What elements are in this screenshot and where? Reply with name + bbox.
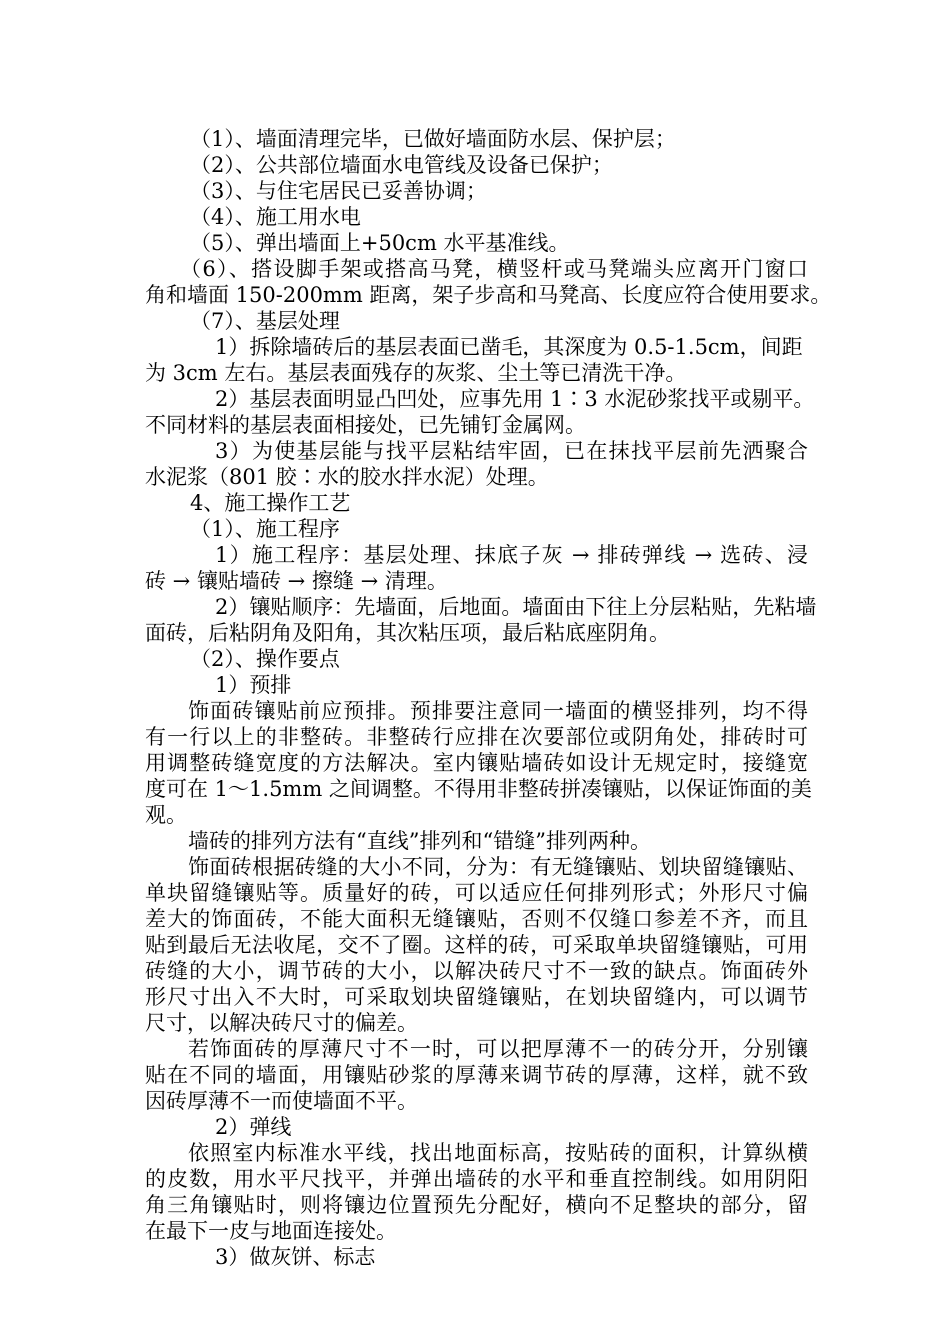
text-line: （6）、搭设脚手架或搭高马凳，横竖杆或马凳端头应离开门窗口 [180, 257, 808, 281]
text-line: 若饰面砖的厚薄尺寸不一时，可以把厚薄不一的砖分开，分别镶 [188, 1037, 808, 1061]
text-line: 1）施工程序：基层处理、抹底子灰 → 排砖弹线 → 选砖、浸 [215, 543, 808, 567]
text-line: 3）为使基层能与找平层粘结牢固，已在抹找平层前先洒聚合 [215, 439, 808, 463]
text-line: 2）镶贴顺序：先墙面，后地面。墙面由下往上分层粘贴，先粘墙 [215, 595, 817, 619]
text-line: 1）预排 [215, 673, 292, 697]
text-line: 单块留缝镶贴等。质量好的砖，可以适应任何排列形式；外形尺寸偏 [145, 881, 808, 905]
text-line: 为 3cm 左右。基层表面残存的灰浆、尘土等已清洗干净。 [145, 361, 687, 385]
text-line: （5）、弹出墙面上+50cm 水平基准线。 [190, 231, 570, 255]
text-line: 饰面砖根据砖缝的大小不同，分为：有无缝镶贴、划块留缝镶贴、 [188, 855, 808, 879]
text-line: 在最下一皮与地面连接处。 [145, 1219, 397, 1243]
text-line: 水泥浆（801 胶∶水的胶水拌水泥）处理。 [145, 465, 549, 489]
text-line: 观。 [145, 803, 187, 827]
text-line: 角和墙面 150-200mm 距离，架子步高和马凳高、长度应符合使用要求。 [145, 283, 832, 307]
text-line: 用调整砖缝宽度的方法解决。室内镶贴墙砖如设计无规定时，接缝宽 [145, 751, 808, 775]
text-line: 饰面砖镶贴前应预排。预排要注意同一墙面的横竖排列，均不得 [188, 699, 808, 723]
text-line: （2）、公共部位墙面水电管线及设备已保护； [190, 153, 613, 177]
text-line: 3）做灰饼、标志 [215, 1245, 376, 1269]
text-line: 角三角镶贴时，则将镶边位置预先分配好，横向不足整块的部分，留 [145, 1193, 808, 1217]
text-line: 面砖，后粘阴角及阳角，其次粘压项，最后粘底座阴角。 [145, 621, 670, 645]
text-line: 贴在不同的墙面，用镶贴砂浆的厚薄来调节砖的厚薄，这样，就不致 [145, 1063, 808, 1087]
text-line: 度可在 1～1.5mm 之间调整。不得用非整砖拼凑镶贴，以保证饰面的美 [145, 777, 812, 801]
text-line: 因砖厚薄不一而使墙面不平。 [145, 1089, 418, 1113]
text-line: （2）、操作要点 [190, 647, 340, 671]
text-line: 2）基层表面明显凸凹处，应事先用 1∶3 水泥砂浆找平或剔平。 [215, 387, 815, 411]
text-line: 有一行以上的非整砖。非整砖行应排在次要部位或阴角处，排砖时可 [145, 725, 808, 749]
text-line: （7）、基层处理 [190, 309, 340, 333]
text-line: （3）、与住宅居民已妥善协调； [190, 179, 487, 203]
text-line: 2）弹线 [215, 1115, 292, 1139]
text-line: 尺寸，以解决砖尺寸的偏差。 [145, 1011, 418, 1035]
text-line: 1）拆除墙砖后的基层表面已凿毛，其深度为 0.5-1.5cm，间距 [215, 335, 803, 359]
text-line: 形尺寸出入不大时，可采取划块留缝镶贴，在划块留缝内，可以调节 [145, 985, 808, 1009]
section-heading: 4、施工操作工艺 [190, 491, 351, 515]
text-line: （4）、施工用水电 [190, 205, 361, 229]
text-line: 墙砖的排列方法有“直线”排列和“错缝”排列两种。 [188, 829, 651, 853]
text-line: 差大的饰面砖，不能大面积无缝镶贴，否则不仅缝口参差不齐，而且 [145, 907, 808, 931]
text-line: （1）、施工程序 [190, 517, 340, 541]
text-line: 贴到最后无法收尾，交不了圈。这样的砖，可采取单块留缝镶贴，可用 [145, 933, 808, 957]
text-line: 砖缝的大小，调节砖的大小，以解决砖尺寸不一致的缺点。饰面砖外 [145, 959, 808, 983]
text-line: 不同材料的基层表面相接处，已先铺钉金属网。 [145, 413, 586, 437]
text-line: 砖 → 镶贴墙砖 → 擦缝 → 清理。 [145, 569, 448, 593]
text-line: 的皮数，用水平尺找平，并弹出墙砖的水平和垂直控制线。如用阴阳 [145, 1167, 808, 1191]
text-line: 依照室内标准水平线，找出地面标高，按贴砖的面积，计算纵横 [188, 1141, 808, 1165]
text-line: （1）、墙面清理完毕，已做好墙面防水层、保护层； [190, 127, 676, 151]
